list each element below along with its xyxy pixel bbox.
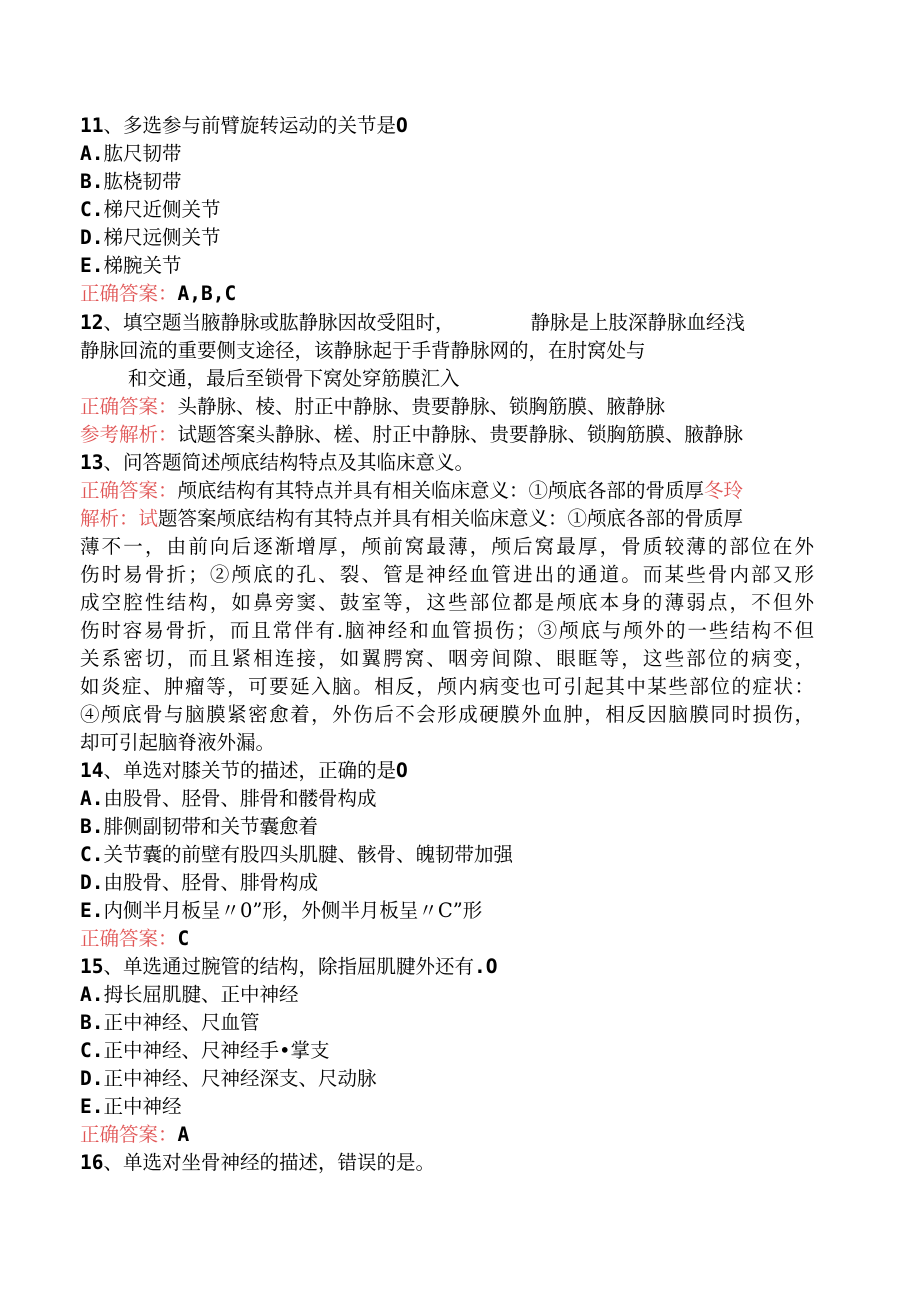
question-12-analysis: 参考解析：试题答案头静脉、槎、肘正中静脉、贵要静脉、锁胸筋膜、腋静脉 [80,423,744,446]
question-15-option-b: B.正中神经、尺血管 [80,1011,260,1034]
question-11-stem: 11、多选参与前臂旋转运动的关节是O [80,114,408,137]
question-15-option-d: D.正中神经、尺神经深支、尺动脉 [80,1067,377,1090]
question-13-analysis-line-8: ④颅底骨与脑膜紧密愈着，外伤后不会形成硬膜外血肿，相反因脑膜同时损伤， [80,703,814,726]
question-15-option-e: E.正中神经 [80,1095,182,1118]
question-16-stem: 16、单选对坐骨神经的描述，错误的是。 [80,1151,435,1174]
question-15-option-a: A.拇长屈肌腱、正中神经 [80,983,299,1006]
question-12-stem-line-2: 静脉回流的重要侧支途径，该静脉起于手背静脉网的，在肘窝处与 [80,339,646,362]
question-14-option-a: A.由股骨、胫骨、腓骨和髅骨构成 [80,787,377,810]
question-11-option-e: E.梯腕关节 [80,254,182,277]
question-13-analysis-line-9: 却可引起脑脊液外漏。 [80,731,276,754]
question-13-analysis-line-7: 如炎症、肿瘤等，可要延入脑。相反，颅内病变也可引起其中某些部位的症状： [80,675,814,698]
question-15-answer: 正确答案：A [80,1123,190,1146]
question-13-analysis-line-2: 薄不一，由前向后逐渐增厚，颅前窝最薄，颅后窝最厚，骨质较薄的部位在外 [80,535,814,558]
question-12-stem-line-3: 和交通，最后至锁骨下窝处穿筋膜汇入 [128,367,460,390]
question-11-option-a: A.肱尺韧带 [80,142,182,165]
question-15-stem: 15、单选通过腕管的结构，除指屈肌腱外还有.O [80,955,498,978]
question-14-option-b: B.腓侧副韧带和关节囊愈着 [80,815,318,838]
question-14-stem: 14、单选对膝关节的描述，正确的是O [80,759,408,782]
question-12-answer: 正确答案：头静脉、棱、肘正中静脉、贵要静脉、锁胸筋膜、腋静脉 [80,395,666,418]
question-11-option-c: C.梯尺近侧关节 [80,198,221,221]
question-13-analysis-line-5: 伤时容易骨折，而且常伴有.脑神经和血管损伤；③颅底与颅外的一些结构不但 [80,619,814,642]
question-11-option-b: B.肱桡韧带 [80,170,182,193]
question-12-stem: 12、填空题当腋静脉或肱静脉因故受阻时， 静脉是上肢深静脉血经浅 [80,311,746,334]
question-13-analysis-line-1: 解析：试题答案颅底结构有其特点并具有相关临床意义：①颅底各部的骨质厚 [80,507,744,530]
question-13-answer: 正确答案：颅底结构有其特点并具有相关临床意义：①颅底各部的骨质厚冬玲 [80,479,744,502]
question-11-option-d: D.梯尺远侧关节 [80,226,221,249]
question-14-option-c: C.关节囊的前壁有股四头肌腱、骸骨、魄韧带加强 [80,843,513,866]
question-14-option-d: D.由股骨、胫骨、腓骨构成 [80,871,318,894]
question-13-analysis-line-3: 伤时易骨折；②颅底的孔、裂、管是神经血管进出的通道。而某些骨内部又形 [80,563,814,586]
question-11-answer: 正确答案：A,B,C [80,282,237,305]
question-13-stem: 13、问答题简述颅底结构特点及其临床意义。 [80,451,474,474]
question-13-analysis-line-4: 成空腔性结构，如鼻旁窦、鼓室等，这些部位都是颅底本身的薄弱点，不但外 [80,591,814,614]
question-14-option-e: E.内侧半月板呈〃0”形，外侧半月板呈〃C”形 [80,899,483,922]
question-15-option-c: C.正中神经、尺神经手•掌支 [80,1039,330,1062]
question-13-analysis-line-6: 关系密切，而且紧相连接，如翼腭窝、咽旁间隙、眼眶等，这些部位的病变， [80,647,814,670]
question-14-answer: 正确答案：C [80,927,190,950]
